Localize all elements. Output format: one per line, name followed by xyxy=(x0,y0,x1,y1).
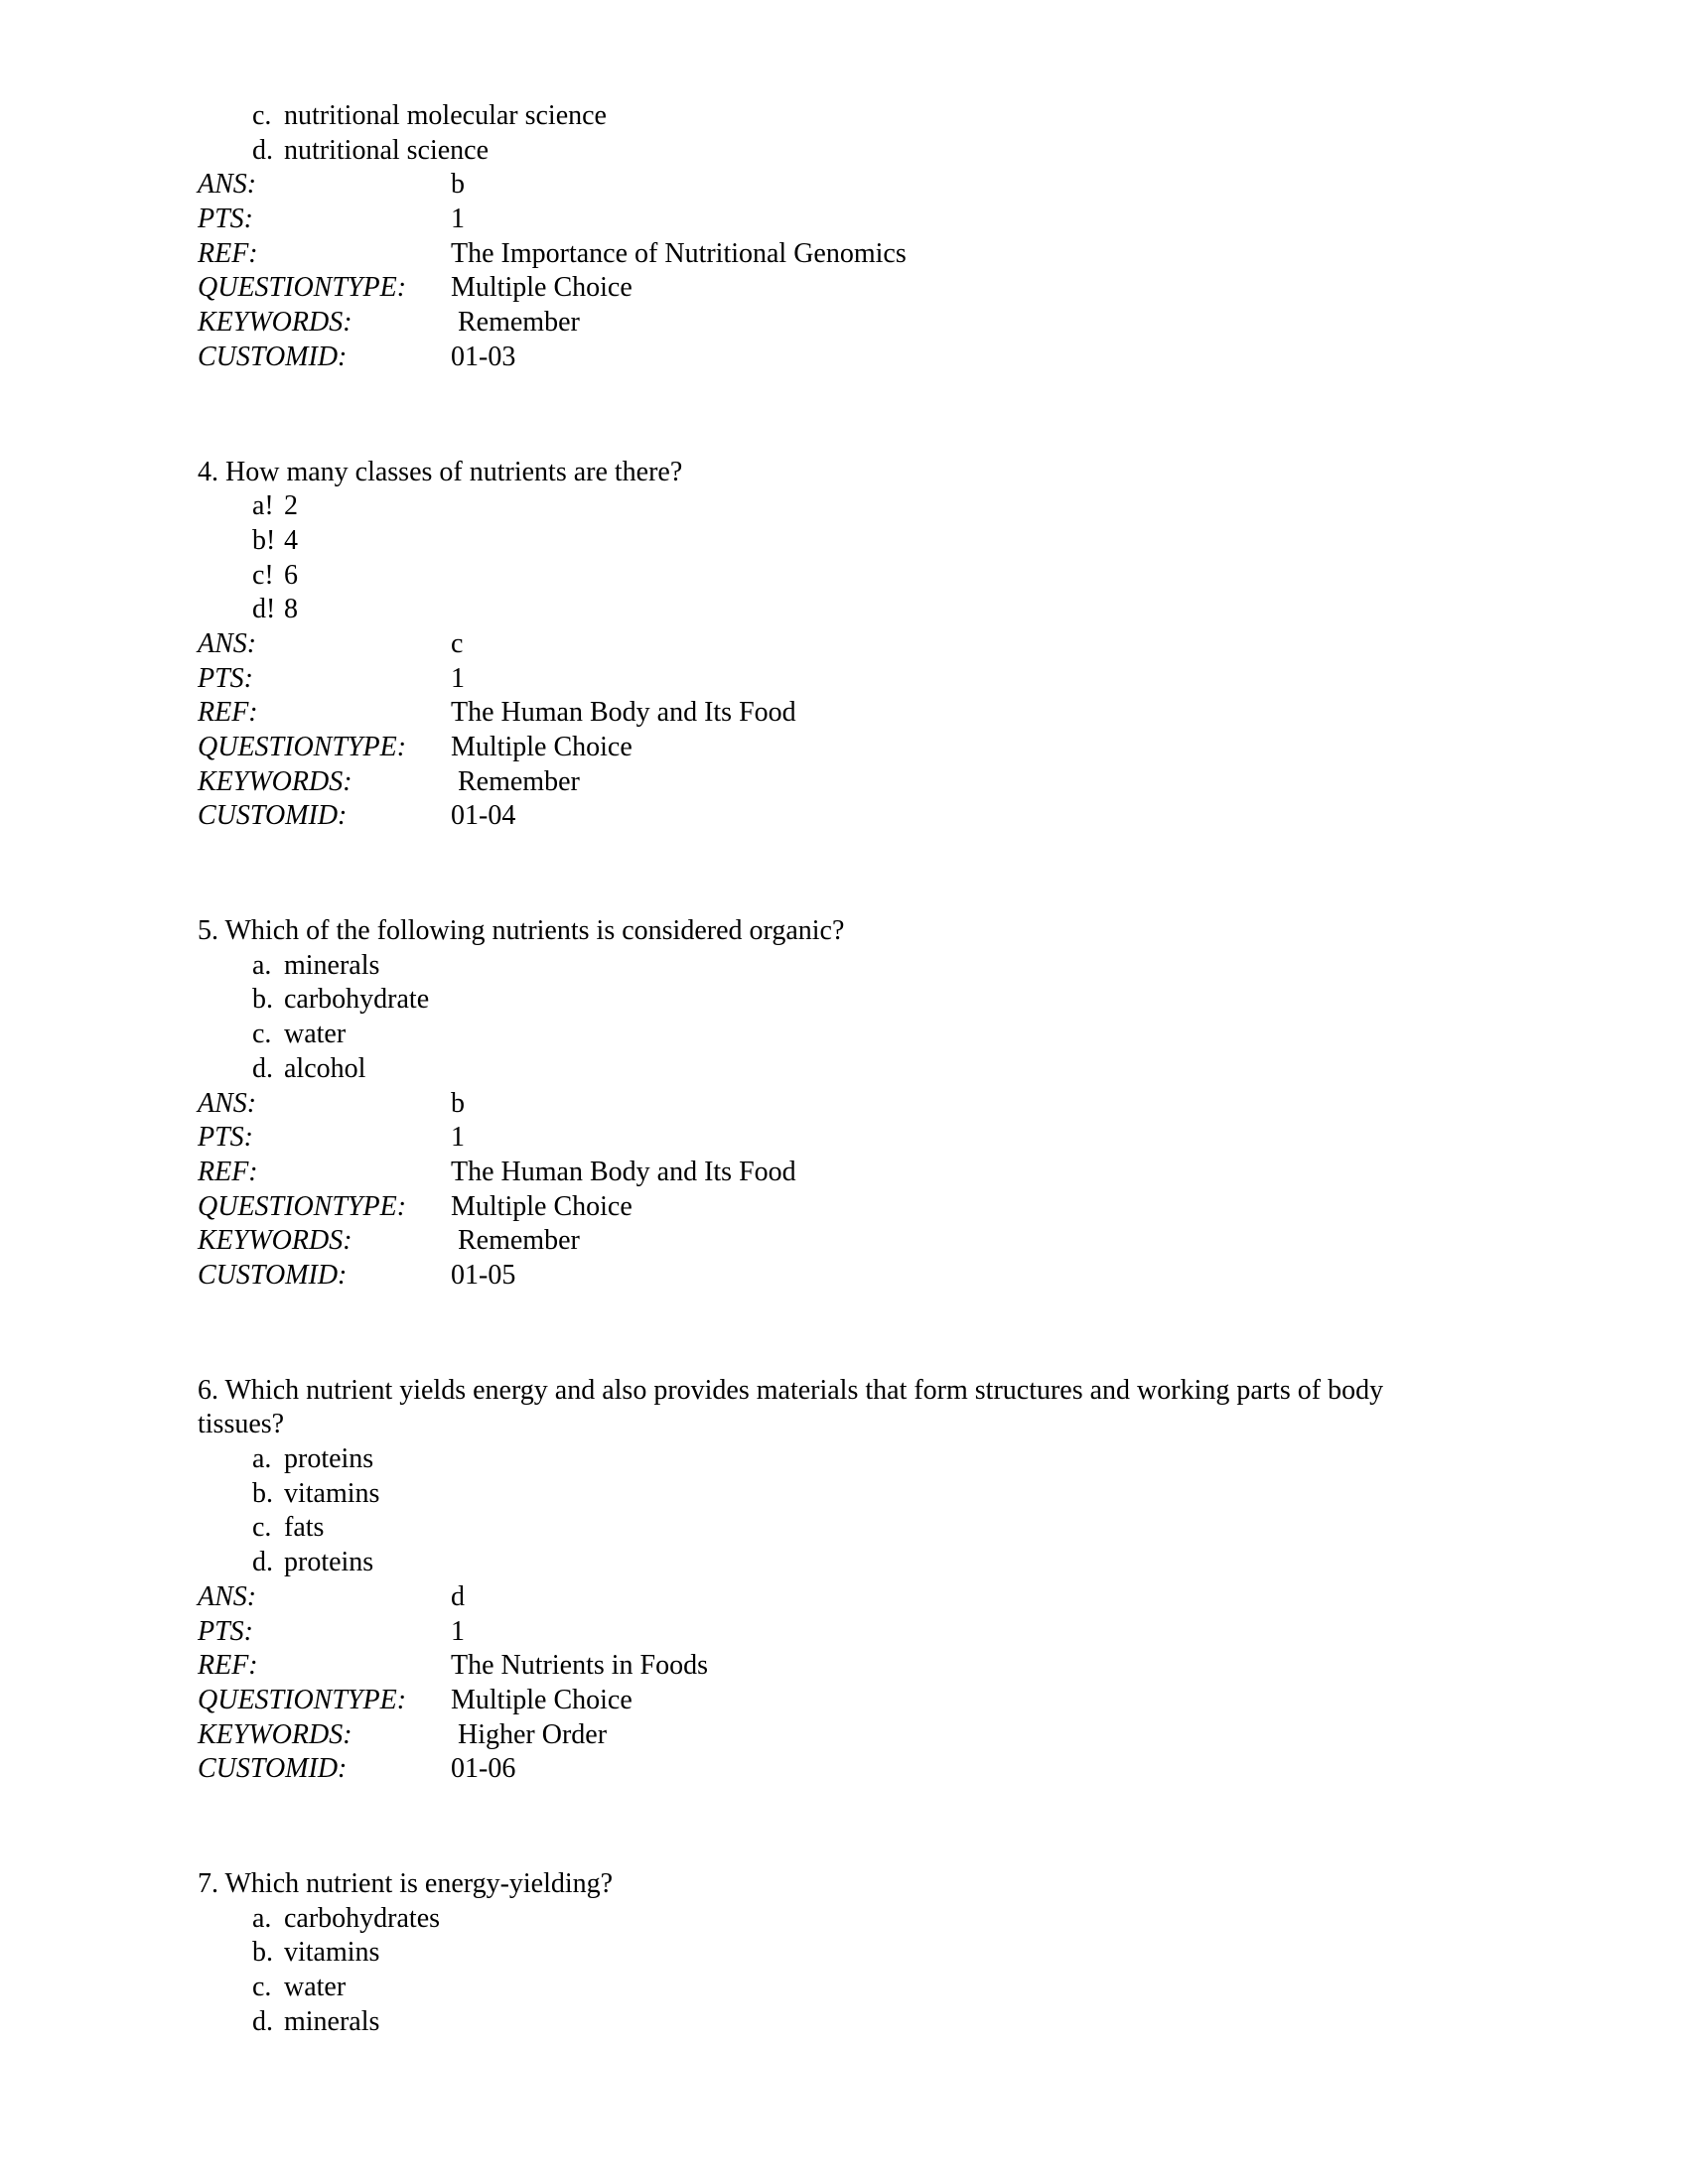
question-stem: Which nutrient is energy-yielding? xyxy=(224,1867,614,1899)
metadata-label: QUESTIONTYPE: xyxy=(198,732,407,763)
metadata-label: ANS: xyxy=(198,627,257,659)
metadata-row xyxy=(198,765,1488,800)
metadata-label: QUESTIONTYPE: xyxy=(198,1684,407,1715)
metadata-value: Multiple Choice xyxy=(451,1684,633,1715)
question-number: 6. xyxy=(198,1374,218,1406)
answer-option xyxy=(198,2005,1488,2040)
option-letter: d. xyxy=(252,134,273,166)
metadata-value: The Nutrients in Foods xyxy=(451,1650,708,1682)
metadata-label: CUSTOMID: xyxy=(198,341,348,372)
metadata-row xyxy=(198,1156,1488,1190)
metadata-value: 01-05 xyxy=(451,1259,516,1291)
option-text: minerals xyxy=(284,949,380,981)
metadata-value: 1 xyxy=(451,662,465,694)
option-letter: a. xyxy=(252,1902,272,1934)
option-letter: b! xyxy=(252,524,276,556)
metadata-row xyxy=(198,1615,1488,1650)
metadata-value: The Importance of Nutritional Genomics xyxy=(451,237,907,269)
metadata-label: REF: xyxy=(198,237,258,269)
metadata-label: PTS: xyxy=(198,1615,253,1647)
metadata-label: ANS: xyxy=(198,1580,257,1612)
metadata-value: b xyxy=(451,169,465,201)
answer-option xyxy=(198,1442,1488,1477)
answer-option xyxy=(198,134,1488,169)
question-block xyxy=(198,99,1488,375)
metadata-row xyxy=(198,627,1488,662)
answer-option xyxy=(198,99,1488,134)
answer-option xyxy=(198,559,1488,594)
option-text: 2 xyxy=(284,490,298,522)
metadata-label: PTS: xyxy=(198,662,253,694)
metadata-value: d xyxy=(451,1580,465,1612)
metadata-value: 1 xyxy=(451,204,465,235)
answer-option xyxy=(198,1511,1488,1546)
metadata-row xyxy=(198,1121,1488,1156)
option-letter: c. xyxy=(252,1512,272,1544)
metadata-label: CUSTOMID: xyxy=(198,1753,348,1785)
metadata-label: KEYWORDS: xyxy=(198,765,352,797)
option-letter: b. xyxy=(252,1477,273,1509)
question-stem: How many classes of nutrients are there? xyxy=(225,456,683,487)
option-text: 4 xyxy=(284,524,298,556)
question-number: 4. xyxy=(198,456,218,487)
metadata-label: QUESTIONTYPE: xyxy=(198,272,407,304)
option-text: fats xyxy=(284,1512,325,1544)
metadata-row xyxy=(198,1752,1488,1787)
option-text: 6 xyxy=(284,559,298,591)
metadata-row xyxy=(198,1087,1488,1122)
option-letter: a. xyxy=(252,1443,272,1475)
answer-option xyxy=(198,593,1488,627)
answer-option xyxy=(198,1902,1488,1937)
answer-option xyxy=(198,949,1488,984)
metadata-value: The Human Body and Its Food xyxy=(451,697,796,729)
metadata-label: PTS: xyxy=(198,1122,253,1154)
option-letter: a! xyxy=(252,490,274,522)
metadata-label: REF: xyxy=(198,1650,258,1682)
metadata-row xyxy=(198,731,1488,765)
metadata-value: 01-03 xyxy=(451,341,516,372)
option-text: proteins xyxy=(284,1443,374,1475)
question-stem: Which of the following nutrients is considered organic? xyxy=(224,915,845,947)
metadata-label: ANS: xyxy=(198,169,257,201)
option-text: minerals xyxy=(284,2005,380,2037)
metadata-value: Remember xyxy=(451,307,580,339)
option-text: nutritional science xyxy=(284,134,490,166)
metadata-value: 01-04 xyxy=(451,800,516,832)
metadata-label: CUSTOMID: xyxy=(198,800,348,832)
option-text: 8 xyxy=(284,594,298,625)
answer-option xyxy=(198,1018,1488,1052)
metadata-row xyxy=(198,203,1488,237)
option-letter: c! xyxy=(252,559,274,591)
metadata-value: Multiple Choice xyxy=(451,732,633,763)
answer-option xyxy=(198,1477,1488,1512)
answer-option xyxy=(198,1971,1488,2005)
option-text: nutritional molecular science xyxy=(284,100,607,131)
option-text: water xyxy=(284,1972,347,2003)
metadata-value: The Human Body and Its Food xyxy=(451,1156,796,1187)
question-stem: Which nutrient yields energy and also provides materials that form structures and working parts of body tissues? xyxy=(198,1374,1384,1440)
question-text xyxy=(198,1867,1439,1902)
metadata-row xyxy=(198,696,1488,731)
option-letter: c. xyxy=(252,100,272,131)
metadata-value: 1 xyxy=(451,1122,465,1154)
metadata-value: b xyxy=(451,1087,465,1119)
option-letter: d. xyxy=(252,1547,273,1578)
metadata-row xyxy=(198,1718,1488,1753)
metadata-value: 1 xyxy=(451,1615,465,1647)
answer-option xyxy=(198,489,1488,524)
option-text: vitamins xyxy=(284,1937,380,1969)
metadata-label: QUESTIONTYPE: xyxy=(198,1190,407,1222)
metadata-row xyxy=(198,662,1488,697)
metadata-row xyxy=(198,1580,1488,1615)
question-number: 5. xyxy=(198,915,218,947)
question-text xyxy=(198,914,1439,949)
metadata-row xyxy=(198,799,1488,834)
test-bank-page xyxy=(198,99,1488,2119)
metadata-row xyxy=(198,1190,1488,1225)
answer-option xyxy=(198,1936,1488,1971)
metadata-label: PTS: xyxy=(198,204,253,235)
option-text: carbohydrates xyxy=(284,1902,441,1934)
option-letter: d! xyxy=(252,594,276,625)
metadata-row xyxy=(198,271,1488,306)
metadata-value: Multiple Choice xyxy=(451,272,633,304)
option-text: proteins xyxy=(284,1547,374,1578)
option-letter: b. xyxy=(252,1937,273,1969)
metadata-value: Remember xyxy=(451,1225,580,1257)
question-block xyxy=(198,456,1488,835)
metadata-label: KEYWORDS: xyxy=(198,1718,352,1750)
answer-option xyxy=(198,983,1488,1018)
metadata-label: ANS: xyxy=(198,1087,257,1119)
metadata-row xyxy=(198,306,1488,341)
metadata-value: 01-06 xyxy=(451,1753,516,1785)
metadata-row xyxy=(198,237,1488,272)
option-letter: c. xyxy=(252,1972,272,2003)
metadata-label: CUSTOMID: xyxy=(198,1259,348,1291)
question-number: 7. xyxy=(198,1867,218,1899)
option-letter: c. xyxy=(252,1019,272,1050)
metadata-value: Multiple Choice xyxy=(451,1190,633,1222)
question-block xyxy=(198,1867,1488,2039)
metadata-label: REF: xyxy=(198,1156,258,1187)
option-text: vitamins xyxy=(284,1477,380,1509)
question-text xyxy=(198,1374,1439,1442)
metadata-row xyxy=(198,168,1488,203)
option-letter: d. xyxy=(252,1052,273,1084)
question-block xyxy=(198,914,1488,1294)
metadata-row xyxy=(198,1684,1488,1718)
option-text: water xyxy=(284,1019,347,1050)
metadata-row xyxy=(198,1224,1488,1259)
option-text: carbohydrate xyxy=(284,984,430,1016)
answer-option xyxy=(198,1546,1488,1580)
metadata-label: REF: xyxy=(198,697,258,729)
metadata-value: Higher Order xyxy=(451,1718,608,1750)
option-letter: a. xyxy=(252,949,272,981)
metadata-value: c xyxy=(451,627,464,659)
metadata-label: KEYWORDS: xyxy=(198,307,352,339)
metadata-value: Remember xyxy=(451,765,580,797)
option-text: alcohol xyxy=(284,1052,366,1084)
metadata-label: KEYWORDS: xyxy=(198,1225,352,1257)
question-block xyxy=(198,1374,1488,1787)
metadata-row xyxy=(198,341,1488,375)
option-letter: d. xyxy=(252,2005,273,2037)
metadata-row xyxy=(198,1649,1488,1684)
question-text xyxy=(198,456,1439,490)
option-letter: b. xyxy=(252,984,273,1016)
answer-option xyxy=(198,524,1488,559)
metadata-row xyxy=(198,1259,1488,1294)
answer-option xyxy=(198,1052,1488,1087)
